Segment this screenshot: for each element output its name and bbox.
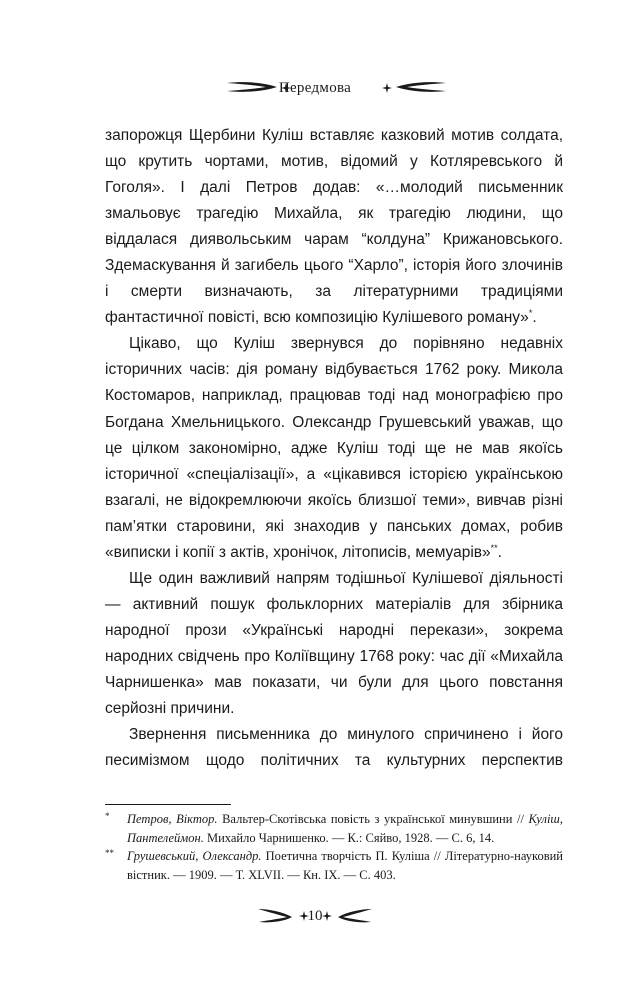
page-footer: [0, 906, 630, 926]
footnote-author: Петров, Віктор.: [127, 812, 218, 826]
leaf-ornament-icon: [395, 81, 447, 94]
footnote-mark: *: [105, 811, 110, 821]
paragraph: Цікаво, що Куліш звернувся до порівняно недавніх історичних часів: дія роману відбувається 1762 року. Микола Костомаров, наприклад, працював тоді над монографією про Богдана Хмельницького. Олександр Грушевський уважав, що це цілком закономірно, адже Куліш тоді ще не мав якоїсь історичної «спеціалізації», а «цікавився історією українською взагалі, не відокремлюючи якоїсь близшої теми», вивчав різні пам’ятки старовини, які знаходив у панських домах, робив «виписки і копії з актів, хронічок, літописів, мемуарів»**.: [105, 335, 563, 561]
footnote-divider: [105, 804, 231, 805]
footnote-author: Куліш, Пантелеймон.: [127, 812, 563, 845]
footnote-mark: **: [105, 848, 114, 858]
leaf-ornament-icon: [337, 907, 373, 925]
paragraph: Звернення письменника до минулого спричинено і його песимізмом щодо політичних та культурних перспектив: [105, 726, 563, 770]
footnote-reference[interactable]: *: [528, 308, 533, 319]
running-header: [0, 77, 630, 99]
footnote: * Петров, Віктор. Вальтер-Скотівська повість з української минувшини // Куліш, Пантелеймон. Михайло Чарнишенко. — К.: Сяйво, 1928. — С. 6, 14.: [105, 810, 563, 847]
footnote-reference[interactable]: **: [490, 542, 498, 553]
paragraph: Ще один важливий напрям тодішньої Кулішевої діяльності — активний пошук фольклорних матеріалів для збірника народної прози «Українські народні перекази», зокрема народних свідчень про Коліївщину 1768 року: час дії «Михайла Чарнишенка» мав показати, чи були для цього повстання серйозні причини.: [105, 569, 563, 718]
footnote-author: Грушевський, Олександр.: [127, 849, 262, 863]
page-number: 10: [307, 908, 323, 924]
paragraph: запорожця Щербини Куліш вставляє казковий мотив солдата, що крутить чортами, мотив, відомий у Котляревського й Гоголя». І далі Петров додав: «…молодий письменник змальовує трагедію Михайла, як трагедію людини, що віддалася диявольським чарам “колдуна” Крижановського. Здемаскування й загибель цього “Харло”, історія його злочинів і смерти визначають, за літературними традиціями фантастичної повісті, всю композицію Кулішевого роману»*.: [105, 127, 563, 327]
star-ornament-icon: [322, 911, 332, 921]
star-ornament-icon: [382, 83, 392, 93]
footnote: ** Грушевський, Олександр. Поетична творчість П. Куліша // Літературно-науковий вістник. — 1909. — Т. XLVII. — Кн. IX. — С. 403.: [105, 847, 563, 884]
footnotes: [105, 810, 563, 884]
header-title: Передмова: [278, 80, 352, 96]
body-text: [105, 123, 563, 774]
